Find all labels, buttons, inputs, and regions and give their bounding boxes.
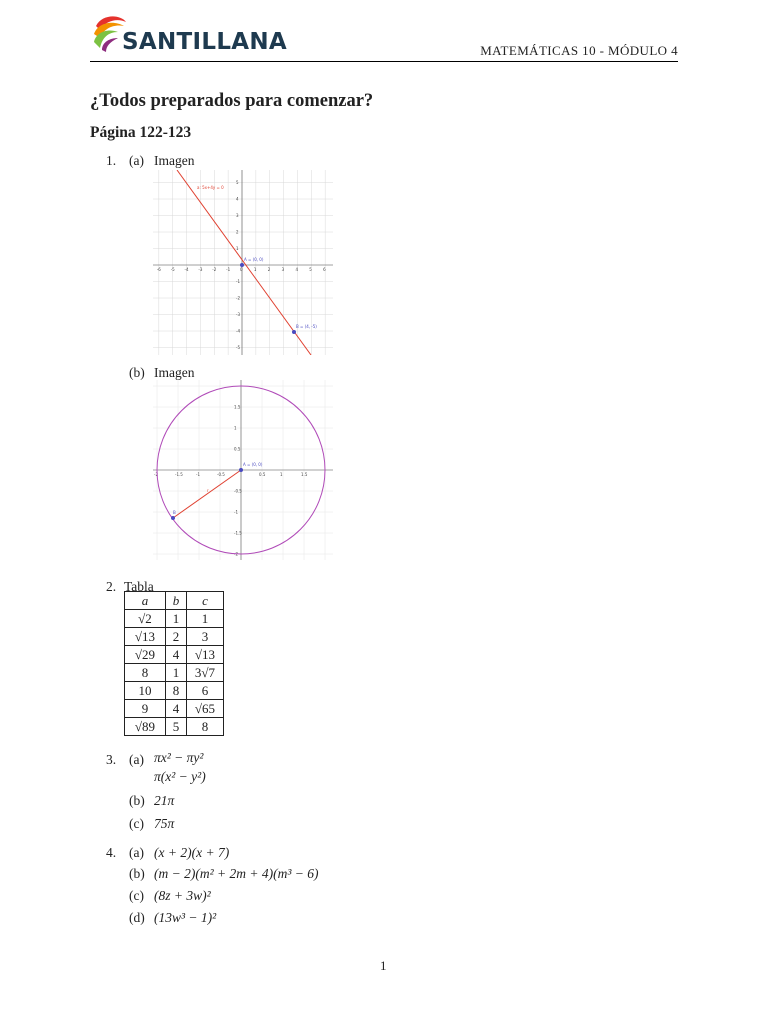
- table-cell-a: √29: [125, 646, 166, 664]
- q3b-label: (b): [129, 793, 145, 808]
- q4a-label: (a): [129, 845, 144, 860]
- y-tick-label: -2: [234, 551, 238, 557]
- x-tick-label: 1: [253, 267, 257, 272]
- table-row: [125, 646, 224, 664]
- table-cell-b: 1: [166, 664, 187, 682]
- y-tick-label: -4: [236, 328, 240, 334]
- data-table: [124, 591, 224, 736]
- q3a-label: (a): [129, 752, 144, 767]
- q1b-text: Imagen: [154, 365, 195, 380]
- point-b: [292, 330, 296, 334]
- table-row: [125, 682, 224, 700]
- q2-title: Tabla: [124, 579, 154, 594]
- x-tick-label: 1.5: [301, 472, 308, 477]
- page-title: ¿Todos preparados para comenzar?: [90, 91, 374, 111]
- x-tick-label: -1: [196, 472, 200, 477]
- table-cell-a: √2: [125, 610, 166, 628]
- y-tick-label: -0.5: [234, 488, 242, 494]
- x-tick-label: -4: [184, 267, 189, 272]
- table-cell-b: 4: [166, 646, 187, 664]
- brand-name: SANTILLANA: [122, 29, 288, 55]
- x-tick-label: -5: [170, 267, 175, 272]
- x-tick-label: -2: [154, 472, 158, 477]
- q3a-line2: π(x² − y²): [154, 769, 206, 784]
- x-tick-label: -2: [212, 267, 217, 272]
- graph-circle: [153, 380, 333, 560]
- table-cell-b: 1: [166, 610, 187, 628]
- y-tick-label: 5: [236, 180, 239, 185]
- line-a: [177, 170, 311, 355]
- q3c-label: (c): [129, 816, 144, 831]
- y-tick-label: 1.5: [234, 404, 241, 410]
- santillana-logo: [92, 12, 288, 56]
- table-cell-a: 8: [125, 664, 166, 682]
- point-center: [239, 468, 243, 472]
- y-tick-label: 1: [234, 425, 237, 431]
- x-tick-label: 0: [240, 267, 243, 272]
- x-tick-label: -3: [198, 267, 203, 272]
- q4b-label: (b): [129, 866, 145, 881]
- table-cell-c: 8: [187, 718, 224, 736]
- table-cell-b: 4: [166, 700, 187, 718]
- q3-number: 3.: [106, 752, 117, 767]
- q4-number: 4.: [106, 845, 117, 860]
- x-tick-label: 5: [309, 267, 312, 272]
- table-row: [125, 664, 224, 682]
- table-cell-c: 3√7: [187, 664, 224, 682]
- q3c-text: 75π: [154, 816, 175, 831]
- x-tick-label: 2: [267, 267, 271, 272]
- table-cell-a: 9: [125, 700, 166, 718]
- y-tick-label: 0.5: [234, 446, 241, 452]
- table-cell-b: 2: [166, 628, 187, 646]
- graph-line: [153, 170, 333, 355]
- table-cell-c: 6: [187, 682, 224, 700]
- table-row: [125, 718, 224, 736]
- radius-label: r: [207, 488, 209, 493]
- section-subtitle: Página 122-123: [90, 124, 192, 141]
- table-row: [125, 628, 224, 646]
- y-tick-label: 3: [236, 213, 239, 218]
- point-edge: [171, 516, 175, 520]
- y-tick-label: -1: [234, 509, 238, 515]
- x-tick-label: -0.5: [217, 472, 225, 477]
- x-tick-label: 1: [280, 472, 283, 477]
- point-a-origin: [240, 263, 244, 267]
- x-tick-label: -1: [226, 267, 231, 272]
- table-header-c: c: [187, 592, 224, 610]
- x-tick-label: 0.5: [259, 472, 266, 477]
- q1a-label: (a): [129, 153, 144, 168]
- q4c-label: (c): [129, 888, 144, 903]
- table-row: [125, 610, 224, 628]
- q1a-text: Imagen: [154, 153, 195, 168]
- table-cell-b: 5: [166, 718, 187, 736]
- x-tick-label: 3: [281, 267, 285, 272]
- q3b-text: 21π: [154, 793, 175, 808]
- q4a-text: (x + 2)(x + 7): [154, 845, 230, 860]
- page-number: 1: [380, 958, 387, 973]
- q4b-text: (m − 2)(m² + 2m + 4)(m³ − 6): [154, 866, 319, 881]
- table-cell-b: 8: [166, 682, 187, 700]
- q4d-label: (d): [129, 910, 145, 925]
- table-header-row: [125, 592, 224, 610]
- table-cell-a: √89: [125, 718, 166, 736]
- y-tick-label: -2: [236, 295, 240, 301]
- y-tick-label: 2: [236, 229, 239, 235]
- point-center-label: A = (0, 0): [243, 462, 263, 467]
- q4c-text: (8z + 3w)²: [154, 888, 211, 903]
- y-tick-label: -3: [236, 312, 240, 317]
- header-course: MATEMÁTICAS 10 - MÓDULO 4: [480, 43, 678, 58]
- point-b-label: B = (4, -5): [296, 324, 317, 329]
- y-tick-label: -5: [236, 345, 240, 350]
- point-a-origin-label: A = (0, 0): [244, 257, 264, 262]
- q1-number: 1.: [106, 153, 117, 168]
- y-tick-label: 4: [236, 196, 239, 202]
- table-cell-a: 10: [125, 682, 166, 700]
- table-cell-c: 1: [187, 610, 224, 628]
- table-cell-c: 3: [187, 628, 224, 646]
- y-tick-label: 1: [236, 246, 239, 251]
- x-tick-label: 4: [295, 267, 298, 272]
- x-tick-label: 6: [323, 267, 326, 272]
- x-tick-label: -6: [156, 267, 161, 272]
- q2-number: 2.: [106, 579, 117, 594]
- line-a-label: a: 5x+4y = 0: [197, 185, 224, 190]
- point-edge-label: B: [173, 510, 176, 515]
- q4d-text: (13w³ − 1)²: [154, 910, 217, 925]
- y-tick-label: -1.5: [234, 530, 242, 536]
- header-rule: [90, 61, 678, 62]
- table-cell-c: √13: [187, 646, 224, 664]
- graph-b-tick-labels: [154, 405, 308, 557]
- y-tick-label: -1: [236, 279, 240, 284]
- table-row: [125, 700, 224, 718]
- table-header-a: a: [125, 592, 166, 610]
- q3a-line1: πx² − πy²: [154, 750, 204, 765]
- q1b-label: (b): [129, 365, 145, 380]
- x-tick-label: -1.5: [175, 472, 183, 477]
- table-header-b: b: [166, 592, 187, 610]
- table-cell-a: √13: [125, 628, 166, 646]
- radius-segment: [173, 470, 241, 518]
- table-cell-c: √65: [187, 700, 224, 718]
